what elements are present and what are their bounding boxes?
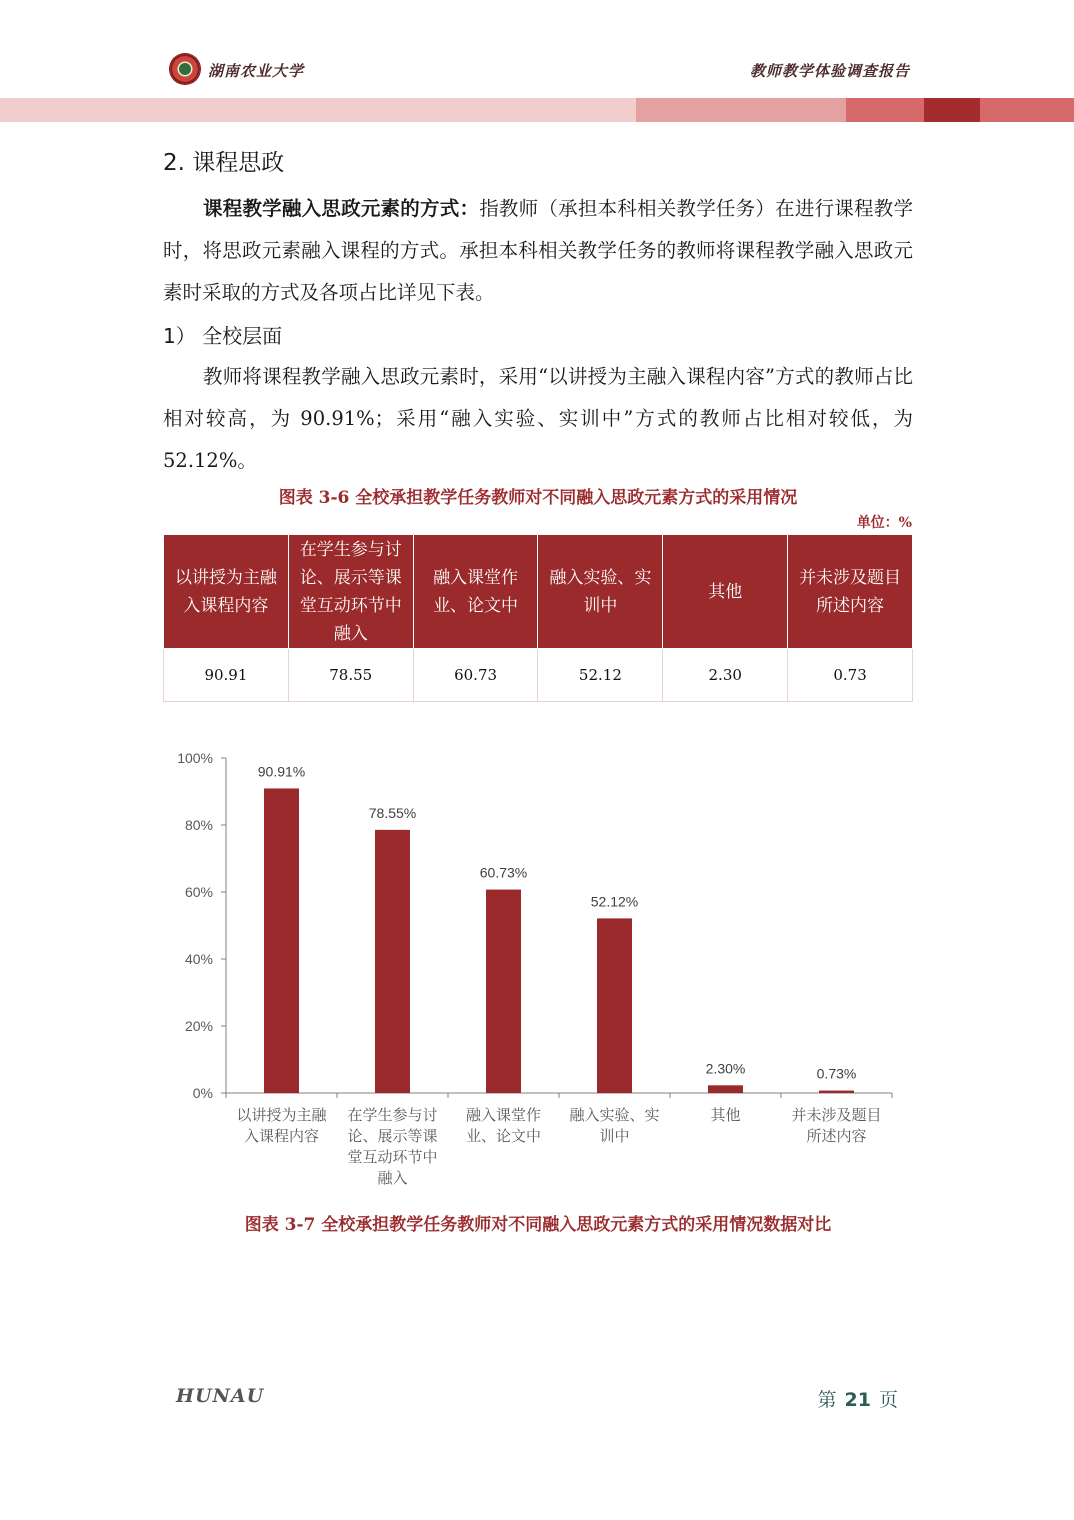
definition-text: 指教师（承担本科相关教学任务）在进行课程教学时，将思政元素融入课程的方式。承担本科相关教学任务的教师将课程教学融入思政元素时采取的方式及各项占比详见下表。: [163, 197, 913, 304]
table-row: [164, 649, 913, 702]
y-tick-label: 20%: [184, 1018, 213, 1034]
chart-caption: 图表 3-7 全校承担教学任务教师对不同融入思政元素方式的采用情况数据对比: [244, 1215, 832, 1235]
y-tick-label: 40%: [184, 951, 213, 967]
data-table: [163, 534, 913, 702]
subheading: 1） 全校层面: [163, 324, 283, 348]
table-caption: 图表 3-6 全校承担教学任务教师对不同融入思政元素方式的采用情况: [278, 488, 798, 508]
table-cell: 0.73: [788, 649, 913, 702]
summary-paragraph: 教师将课程教学融入思政元素时，采用“以讲授为主融入课程内容”方式的教师占比相对较高，为 90.91%；采用“融入实验、实训中”方式的教师占比相对较低，为 52.12%。: [163, 365, 913, 472]
y-tick-label: 80%: [184, 817, 213, 833]
table-header-row: [164, 535, 913, 649]
table-header-cell: 在学生参与讨论、展示等课堂互动环节中融入: [288, 535, 413, 649]
university-logo: [170, 54, 200, 84]
bar-chart: [160, 740, 910, 1200]
header-band-mid: [636, 98, 846, 122]
table-header-cell: 并未涉及题目所述内容: [788, 535, 913, 649]
x-category-label: 融入: [377, 1169, 408, 1187]
y-tick-label: 0%: [192, 1085, 213, 1101]
x-category-label: 融入课堂作: [465, 1106, 542, 1124]
bar-data-label: 78.55%: [368, 804, 417, 821]
table-header-cell: 融入课堂作业、论文中: [413, 535, 538, 649]
header-band-end: [980, 98, 1074, 122]
table-header-cell: 融入实验、实训中: [538, 535, 663, 649]
table-cell: 52.12: [538, 649, 663, 702]
x-category-label: 训中: [599, 1127, 630, 1145]
header-band-dark: [924, 98, 980, 122]
x-category-label: 业、论文中: [465, 1127, 542, 1145]
table-cell: 90.91: [164, 649, 289, 702]
definition-term: 课程教学融入思政元素的方式：: [203, 197, 480, 220]
table-cell: 2.30: [663, 649, 788, 702]
header-band-light: [0, 98, 636, 122]
chart-bar: [597, 918, 632, 1093]
page-suffix: 页: [878, 1389, 898, 1411]
chart-bar: [708, 1085, 743, 1093]
bar-data-label: 90.91%: [257, 763, 306, 780]
chart-bar: [486, 890, 521, 1093]
header-report-title: 教师教学体验调查报告: [749, 62, 910, 80]
table-header-cell: 以讲授为主融入课程内容: [164, 535, 289, 649]
bar-data-label: 2.30%: [705, 1060, 746, 1077]
footer-logo-text: HUNAU: [176, 1385, 265, 1407]
section-heading: 2. 课程思政: [163, 150, 285, 176]
x-category-label: 所述内容: [806, 1127, 867, 1145]
definition-paragraph: [163, 188, 913, 314]
page-number: 21: [844, 1389, 871, 1411]
header-university-name: 湖南农业大学: [208, 62, 305, 80]
x-category-label: 在学生参与讨: [347, 1106, 438, 1124]
x-category-label: 入课程内容: [243, 1127, 320, 1145]
x-category-label: 论、展示等课: [347, 1127, 438, 1145]
table-cell: 78.55: [288, 649, 413, 702]
page-prefix: 第: [817, 1389, 837, 1411]
x-category-label: 以讲授为主融: [236, 1106, 327, 1124]
footer-page-number: [818, 1385, 898, 1412]
table-header-cell: 其他: [663, 535, 788, 649]
y-tick-label: 60%: [184, 884, 213, 900]
table-unit: 单位：%: [856, 515, 912, 531]
chart-bar: [375, 830, 410, 1093]
x-category-label: 融入实验、实: [569, 1106, 660, 1124]
x-category-label: 其他: [710, 1106, 741, 1124]
table-cell: 60.73: [413, 649, 538, 702]
y-tick-label: 100%: [177, 750, 213, 766]
bar-data-label: 0.73%: [816, 1065, 857, 1082]
x-category-label: 堂互动环节中: [347, 1148, 438, 1166]
chart-bar: [264, 788, 299, 1093]
bar-data-label: 60.73%: [479, 864, 528, 881]
x-category-label: 并未涉及题目: [791, 1106, 882, 1124]
chart-bar: [819, 1091, 854, 1093]
bar-data-label: 52.12%: [590, 893, 639, 910]
header-band-strong: [846, 98, 924, 122]
